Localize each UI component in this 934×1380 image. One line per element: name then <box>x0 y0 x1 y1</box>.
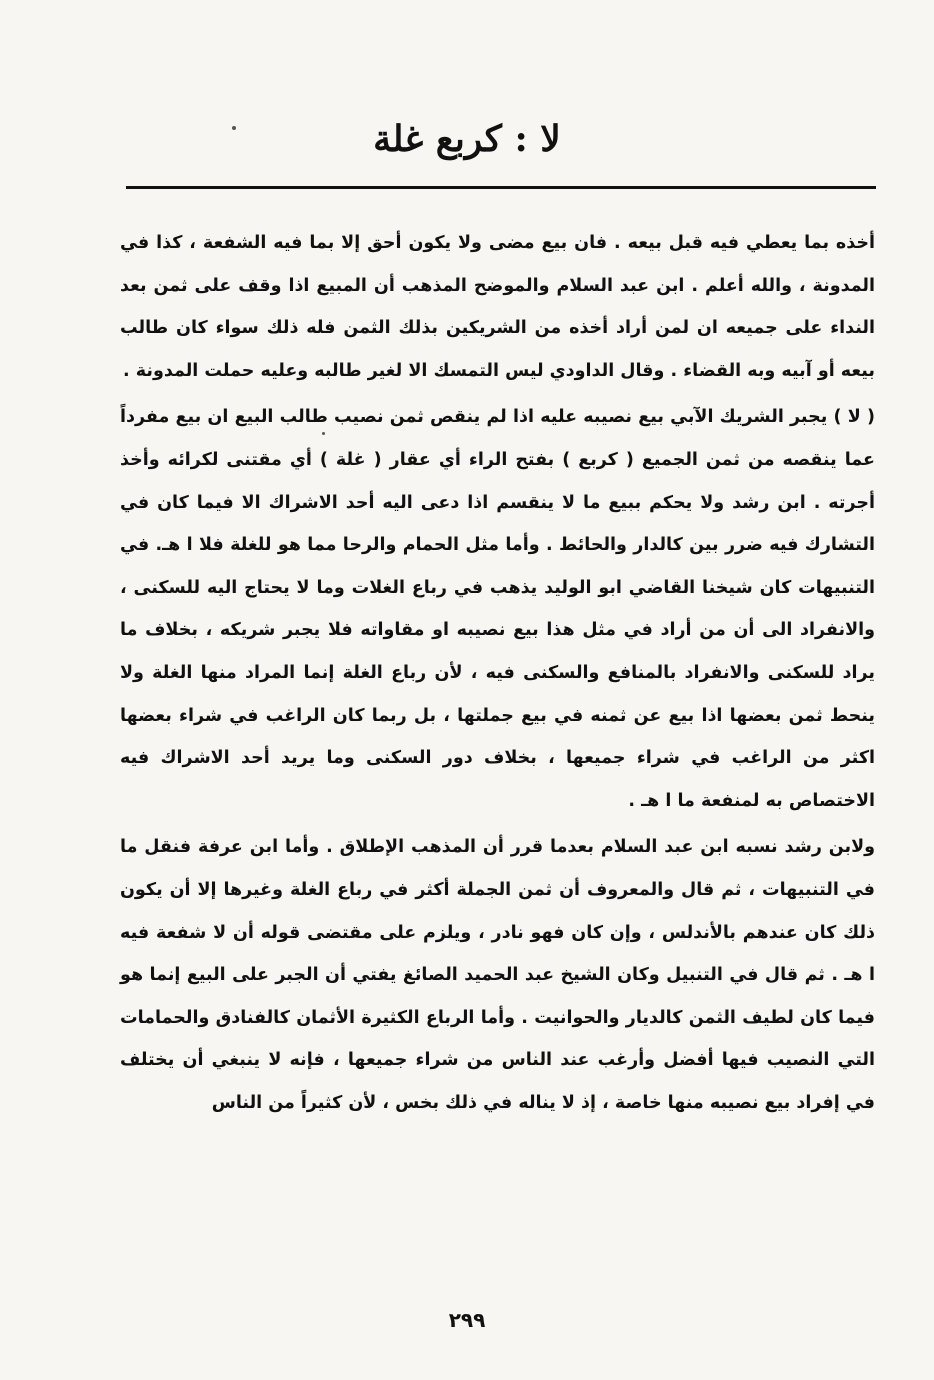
page-title: لا : كربع غلة <box>373 118 561 160</box>
scan-speck <box>232 126 236 130</box>
paragraph-2: ( لا ) يجبر الشريك الآبي بيع نصيبه عليه اذا لم ينقص ثمن نصيب طالب البيع ان بيع مفرداً عما ينقصه من ثمن الجميع ( كربع ) بفتح الراء أي عقار ( غلة ) أي مقتنى لكرائه وأخذ أجرته . ابن رشد ولا يحكم ببيع ما لا ينقسم اذا دعى اليه أحد الاشراك الا فيما كان في التشارك فيه ضرر بين كالدار والحائط . وأما مثل الحمام والرحا مما هو للغلة فلا ا هـ. في التنبيهات كان شيخنا القاضي ابو الوليد يذهب في رباع الغلات وما لا يحتاج اليه للسكنى ، والانفراد الى أن من أراد في مثل هذا بيع نصيبه او مقاواته فلا يجبر شريكه ، بخلاف ما يراد للسكنى والانفراد بالمنافع والسكنى فيه ، لأن رباع الغلة إنما المراد منها الغلة ولا ينحط ثمن بعضها اذا بيع عن ثمنه في بيع جملتها ، بل ربما كان الراغب في شراء بعضها اكثر من الراغب في شراء جميعها ، بخلاف دور السكنى وما يريد أحد الاشراك فيه الاختصاص به لمنفعة ما ا هـ . <box>120 407 875 811</box>
header-rule <box>126 186 876 189</box>
paragraph-1: أخذه بما يعطي فيه قبل بيعه . فان بيع مضى ولا يكون أحق إلا بما فيه الشفعة ، كذا في المدونة ، والله أعلم . ابن عبد السلام والموضح المذهب أن المبيع اذا وقف على ثمن بعد النداء على جميعه ان لمن أراد أخذه من الشريكين بذلك الثمن فله ذلك سواء كان طالب بيعه أو آبيه وبه القضاء . وقال الداودي ليس التمسك الا لغير طالبه وعليه حملت المدونة . <box>120 233 875 381</box>
scan-speck <box>322 432 325 435</box>
body-text <box>120 222 875 1128</box>
page-number: ٢٩٩ <box>448 1308 486 1332</box>
paragraph-3: ولابن رشد نسبه ابن عبد السلام بعدما قرر أن المذهب الإطلاق . وأما ابن عرفة فنقل ما في التنبيهات ، ثم قال والمعروف أن ثمن الجملة أكثر في رباع الغلة وغيرها إلا أن يكون ذلك كان عندهم بالأندلس ، وإن كان فهو نادر ، ويلزم على مقتضى قوله أن لا شفعة فيه ا هـ . ثم قال في التنبيل وكان الشيخ عبد الحميد الصائغ يفتي أن الجبر على البيع إنما هو فيما كان لطيف الثمن كالديار والحوانيت . وأما الرباع الكثيرة الأثمان كالفنادق والحمامات التي النصيب فيها أفضل وأرغب عند الناس من شراء جميعها ، فإنه لا ينبغي أن يختلف في إفراد بيع نصيبه منها خاصة ، إذ لا يناله في ذلك بخس ، لأن كثيراً من الناس <box>120 837 875 1113</box>
